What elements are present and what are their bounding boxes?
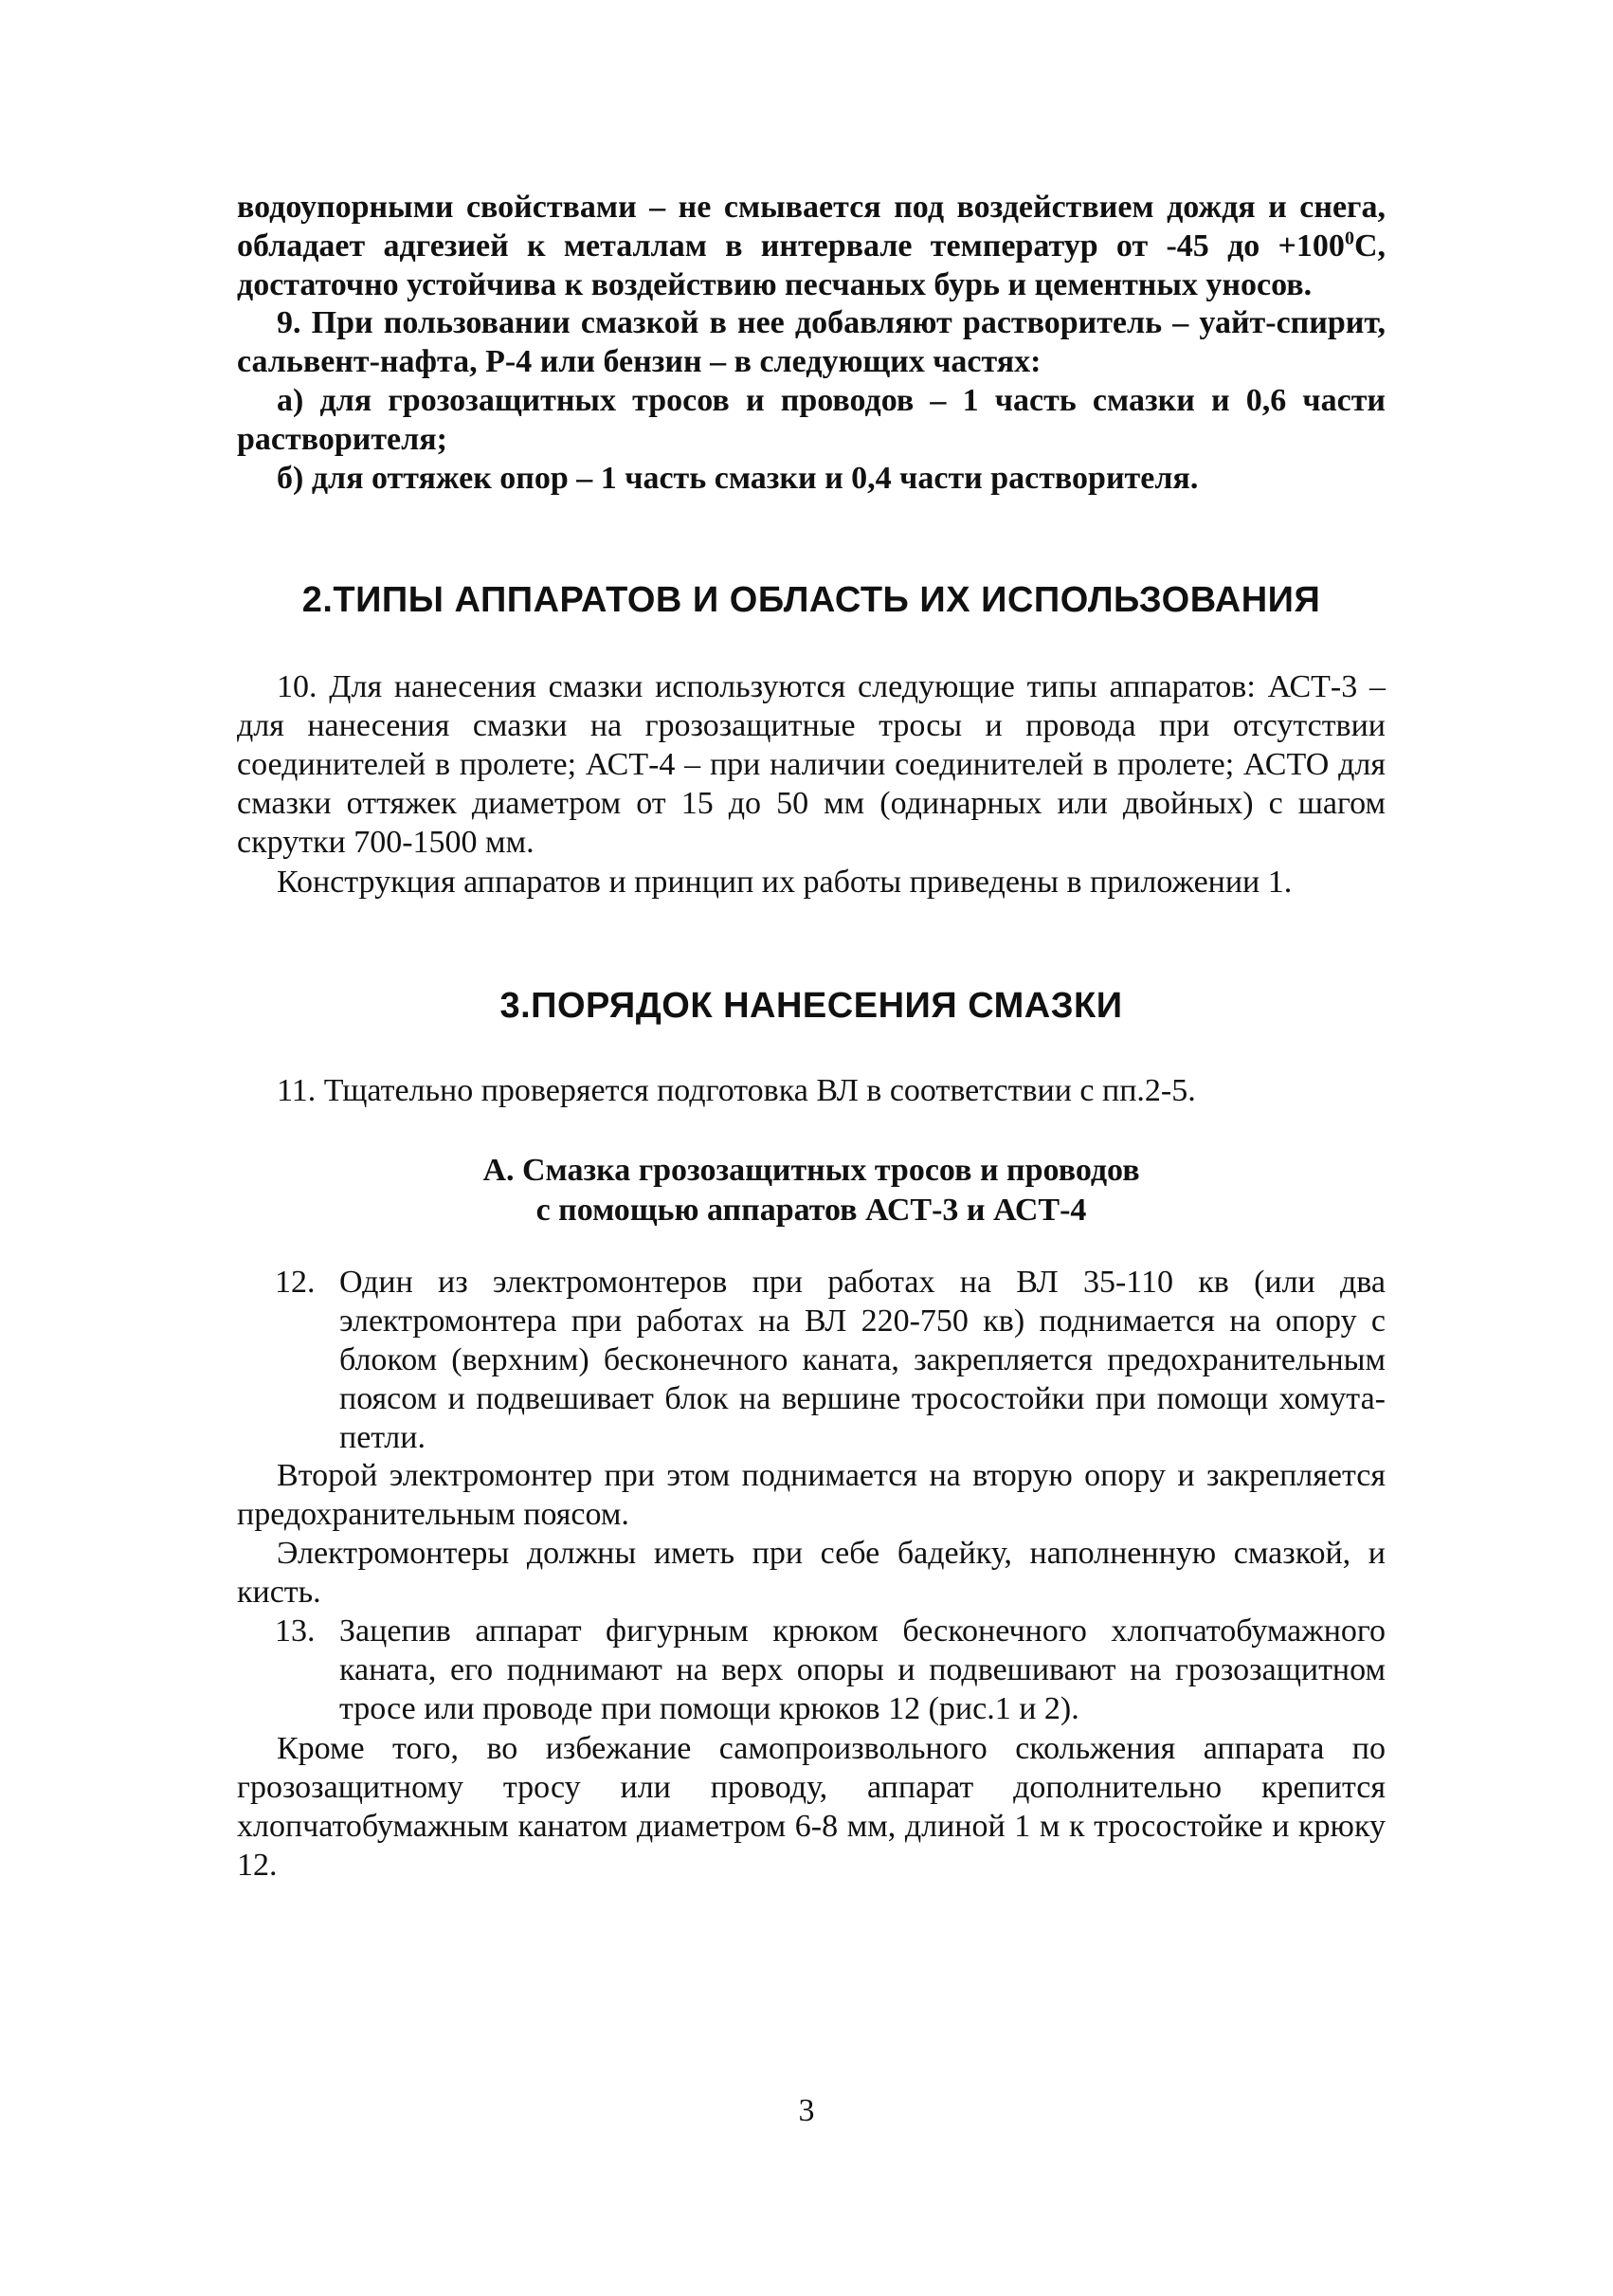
item-13 — [275, 1612, 1386, 1728]
item-9: 9. При пользовании смазкой в нее добавляют растворитель – уайт-спирит, сальвент-нафта, Р-4 или бензин – в следующих частях: — [237, 305, 1386, 379]
item-12-text: Один из электромонтеров при работах на ВЛ 35-110 кв (или два электромонтера при работах на ВЛ 220-750 кв) поднимается на опору с блоком (верхним) бесконечного каната, закрепляется предохранительным поясом и подвешивает блок на вершине тросостойки при помощи хомута-петли. — [339, 1265, 1386, 1455]
intro-paragraph — [237, 188, 1386, 304]
item-13-text: Зацепив аппарат фигурным крюком бесконечного хлопчатобумажного каната, его поднимают на верх опоры и подвешивают на грозозащитном тросе или проводе при помощи крюков 12 (рис.1 и 2). — [339, 1613, 1386, 1726]
page-number: 3 — [798, 2093, 815, 2128]
intro-line-2: обладает адгезией к металлам в интервале температур от -45 до $+100^0С$, — [237, 228, 1386, 264]
intro-line-3: достаточно устойчива к воздействию песчаных бурь и цементных уносов. — [237, 267, 1313, 302]
item-9a: а) для грозозащитных тросов и проводов – 1 часть смазки и 0,6 части растворителя; — [237, 383, 1386, 457]
item-9b: б) для оттяжек опор – 1 часть смазки и 0,4 части растворителя. — [277, 461, 1199, 496]
design-paragraph: Конструкция аппаратов и принцип их работы приведены в приложении 1. — [277, 865, 1293, 900]
intro-line-1: водоупорными свойствами – не смывается под воздействием дождя и снега, — [237, 190, 1386, 225]
subsection-a-heading — [237, 1151, 1386, 1230]
item-12-number: 12. — [275, 1265, 316, 1300]
bucket-paragraph: Электромонтеры должны иметь при себе бадейку, наполненную смазкой, и кисть. — [237, 1536, 1386, 1610]
second-electrician-paragraph: Второй электромонтер при этом поднимается на вторую опору и закрепляется предохранительным поясом. — [237, 1458, 1386, 1532]
item-10: 10. Для нанесения смазки используются следующие типы аппаратов: АСТ-3 – для нанесения смазки на грозозащитные тросы и провода при отсутствии соединителей в пролете; АСТ-4 – при наличии соединителей в пролете; АСТО для смазки оттяжек диаметром от 15 до 50 мм (одинарных или двойных) с шагом скрутки 700-1500 мм. — [237, 669, 1386, 860]
item-11: 11. Тщательно проверяется подготовка ВЛ в соответствии с пп.2-5. — [277, 1073, 1196, 1108]
subsection-a-line-1: А. Смазка грозозащитных тросов и проводов — [482, 1153, 1140, 1188]
item-13-number: 13. — [275, 1613, 316, 1649]
section-3-heading: 3.ПОРЯДОК НАНЕСЕНИЯ СМАЗКИ — [499, 986, 1123, 1026]
besides-paragraph: Кроме того, во избежание самопроизвольного скольжения аппарата по грозозащитному тросу или проводу, аппарат дополнительно крепится хлопчатобумажным канатом диаметром 6-8 мм, длиной 1 м к тросостойке и крюку 12. — [237, 1731, 1386, 1883]
section-2-heading: 2.ТИПЫ АППАРАТОВ И ОБЛАСТЬ ИХ ИСПОЛЬЗОВАНИЯ — [301, 580, 1321, 620]
item-12 — [275, 1263, 1386, 1457]
subsection-a-line-2: с помощью аппаратов АСТ-3 и АСТ-4 — [535, 1193, 1087, 1228]
